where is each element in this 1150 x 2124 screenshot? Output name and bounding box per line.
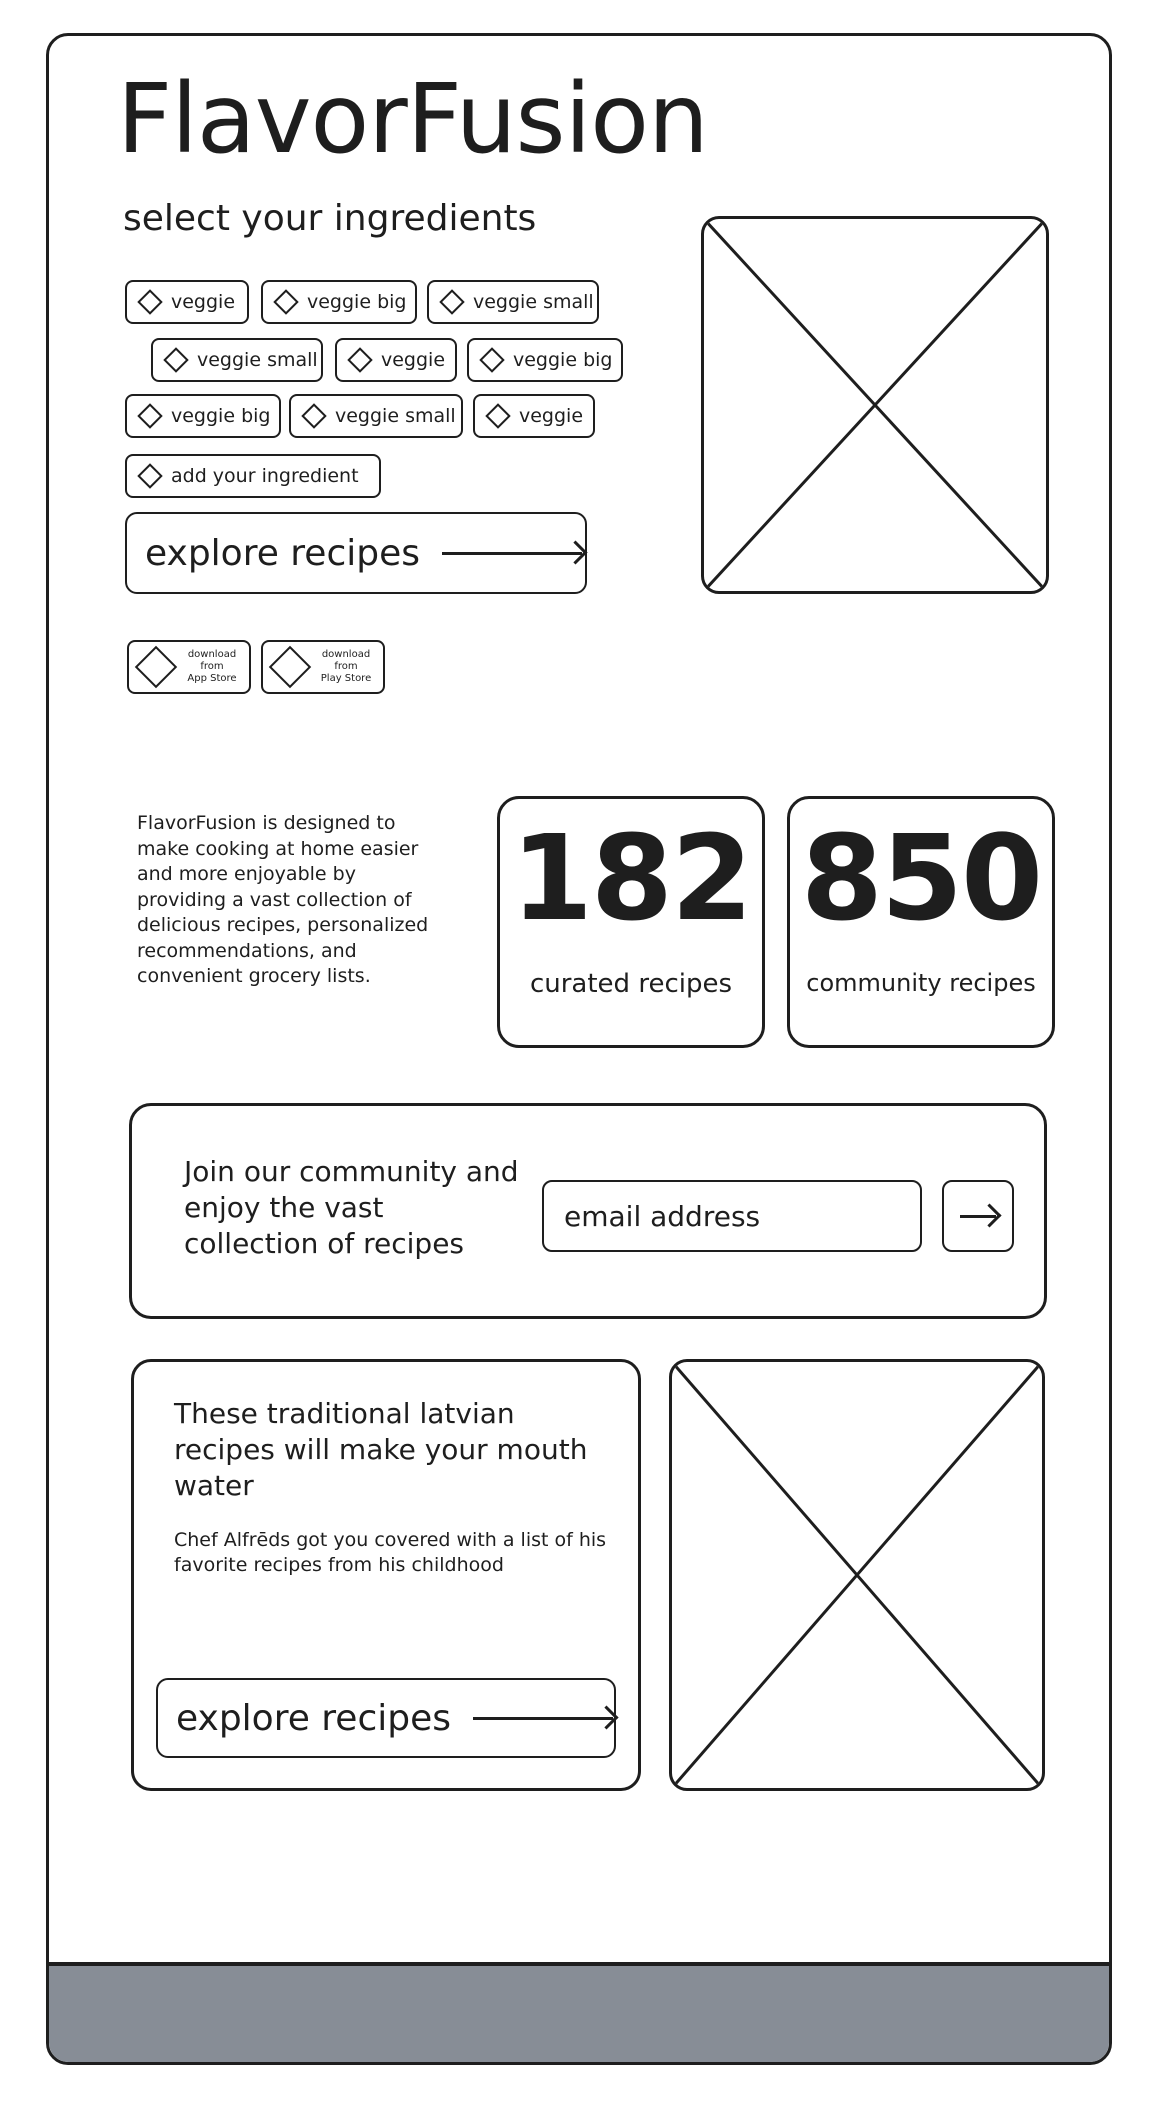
app-store-text: download from App Store (187, 649, 237, 684)
diamond-icon (479, 347, 504, 372)
hero-image-placeholder (701, 216, 1049, 594)
stat-value: 182 (510, 809, 752, 947)
email-input[interactable] (542, 1180, 922, 1252)
explore-recipes-button[interactable] (125, 512, 587, 594)
email-submit-button[interactable] (942, 1180, 1014, 1252)
join-community-section (129, 1103, 1047, 1319)
diamond-icon (485, 403, 510, 428)
explore-recipes-label: explore recipes (176, 1697, 452, 1739)
play-store-badge[interactable] (261, 640, 385, 694)
stat-community (787, 796, 1055, 1048)
join-text: Join our community and enjoy the vast collection of recipes (184, 1155, 519, 1260)
diamond-icon (301, 403, 326, 428)
ingredient-label: veggie small (335, 405, 456, 427)
diamond-icon (347, 347, 372, 372)
ingredient-label: veggie big (513, 349, 613, 371)
add-ingredient-chip[interactable] (125, 454, 381, 498)
ingredient-chip[interactable] (125, 394, 281, 438)
ingredient-label: veggie big (171, 405, 271, 427)
diamond-icon (269, 646, 311, 688)
card-title: These traditional latvian recipes will make your mouth water (174, 1397, 588, 1502)
ingredient-label: veggie small (473, 291, 594, 313)
arrow-right-icon (442, 552, 582, 555)
latvian-recipes-card (131, 1359, 641, 1791)
ingredient-chip[interactable] (427, 280, 599, 324)
about-text: FlavorFusion is designed to make cooking at home easier and more enjoyable by providing a vast collection of delicious recipes, personalized recommendations, and convenient grocery lists. (137, 812, 429, 987)
stat-curated (497, 796, 765, 1048)
diamond-icon (137, 403, 162, 428)
image-placeholder-icon (672, 1362, 1042, 1788)
explore-recipes-button[interactable] (156, 1678, 616, 1758)
ingredient-chip[interactable] (125, 280, 249, 324)
ingredient-label: veggie (381, 349, 446, 371)
page-frame (46, 33, 1112, 2065)
arrow-right-icon (960, 1215, 996, 1218)
stat-label: community recipes (806, 969, 1036, 997)
ingredient-label: veggie small (197, 349, 318, 371)
footer-bar (49, 1962, 1109, 2062)
card-description: Chef Alfrēds got you covered with a list of his favorite recipes from his childhood (174, 1529, 607, 1576)
ingredient-label: veggie big (307, 291, 407, 313)
ingredient-chip[interactable] (151, 338, 323, 382)
app-store-badge[interactable] (127, 640, 251, 694)
feature-image-placeholder (669, 1359, 1045, 1791)
explore-recipes-label: explore recipes (145, 532, 421, 574)
diamond-icon (137, 463, 162, 488)
brand-logo[interactable]: FlavorFusion (117, 63, 708, 175)
diamond-icon (439, 289, 464, 314)
ingredient-chip[interactable] (473, 394, 595, 438)
ingredients-heading: select your ingredients (123, 198, 537, 239)
diamond-icon (273, 289, 298, 314)
diamond-icon (163, 347, 188, 372)
add-ingredient-label: add your ingredient (171, 465, 359, 487)
ingredient-chip[interactable] (467, 338, 623, 382)
stat-label: curated recipes (529, 969, 733, 999)
ingredient-chip[interactable] (261, 280, 417, 324)
ingredient-chip[interactable] (335, 338, 457, 382)
diamond-icon (135, 646, 177, 688)
ingredient-chip[interactable] (289, 394, 463, 438)
ingredient-label: veggie (171, 291, 236, 313)
stat-value: 850 (800, 809, 1042, 947)
image-placeholder-icon (704, 219, 1046, 591)
arrow-right-icon (473, 1717, 613, 1720)
play-store-text: download from Play Store (320, 649, 372, 684)
diamond-icon (137, 289, 162, 314)
ingredient-label: veggie (519, 405, 584, 427)
